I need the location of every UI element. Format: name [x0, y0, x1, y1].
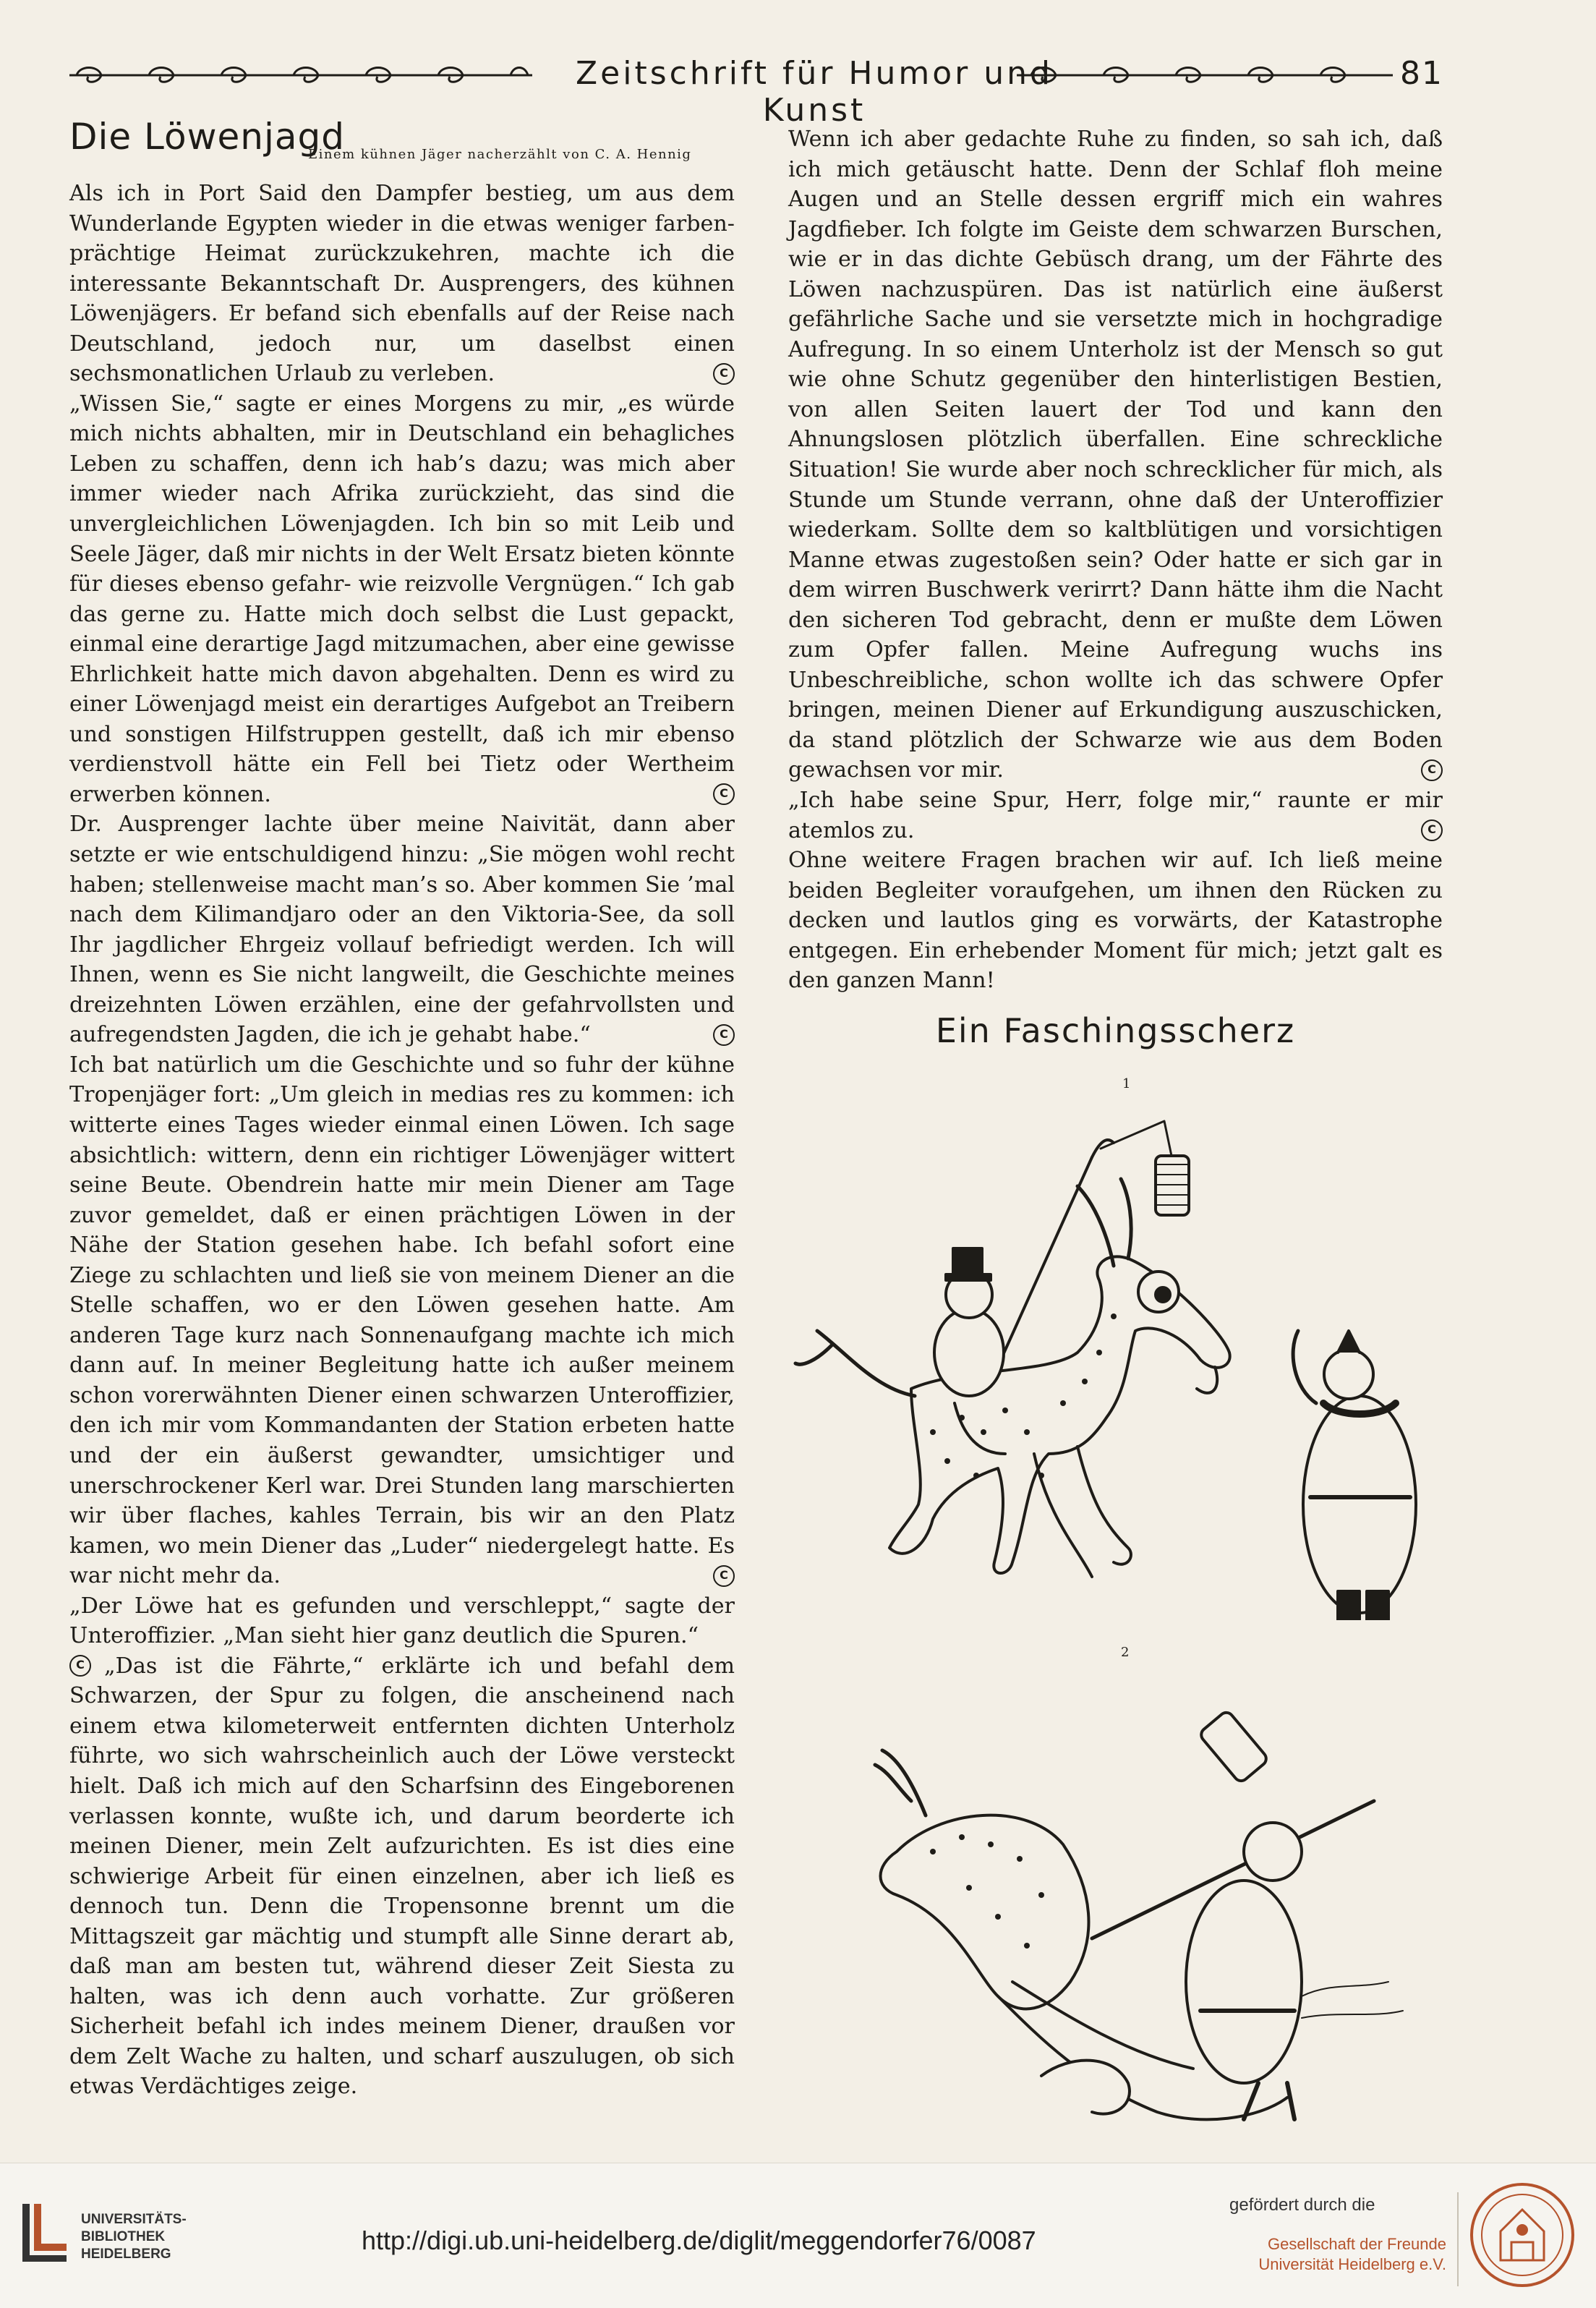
article-column-right — [788, 124, 1443, 996]
cartoon-title: Ein Faschingsscherz — [935, 1011, 1296, 1050]
section-mark-icon: C — [69, 1655, 91, 1677]
library-name-line: BIBLIOTHEK — [81, 2229, 166, 2244]
viewer-footer — [0, 2163, 1596, 2308]
paragraph: Ich bat natürlich um die Geschichte und so fuhr der kühne Tropenjäger fort: „Um gleich in medias res zu kommen: ich witterte eines Tages wieder einmal einen Löwen. Ich sage absichtlich: wittern, denn ein richtiger Löwenjäger wittert seine Beute. Obendrein hatte mir mein Diener am Tage zuvor gemeldet, daß er einen prächtigen Löwen in der Nähe der Station gesehen habe. Ich befahl sofort eine Ziege zu schlachten und ließ sie von meinem Diener an die Stelle schaffen, wo er den Löwen gesehen hatte. Am anderen Tage kurz nach Sonnenaufgang machte ich mich dann auf. In meiner Begleitung hatte ich außer meinem schon vorerwähnten Diener einen schwarzen Unteroffizier, den ich mir vom Kommandanten der Station erbeten hatte und der ein äußerst gewandter, umsichtiger und unerschrockener Kerl war. Drei Stunden lang marschierten wir über flaches, kahles Terrain, bis wir an den Platz kamen, wo mein Diener das „Luder“ niedergelegt hatte. Es war nicht mehr da. — [69, 1052, 735, 1589]
paragraph — [69, 1651, 735, 2102]
section-mark-icon: C — [713, 363, 735, 385]
funder-name — [1229, 2234, 1446, 2275]
cartoon-panel-2 — [853, 1645, 1461, 2141]
paragraph: Dr. Ausprenger lachte über meine Naivität, dann aber setzte er wie entschuldigend hinzu: „Sie mögen wohl recht haben; stellenweise macht man’s so. Aber kommen Sie ’mal nach dem Kilimandjaro oder an den Viktoria-See, da soll Ihr jagdlicher Ehrgeiz vollauf befriedigt werden. Ich will Ihnen, wenn es Sie nicht langweilt, die Geschichte meines dreizehnten Löwen erzählen, eine der gefahrvollsten und aufregendsten Jagden, die ich je gehabt habe.“ — [69, 812, 735, 1048]
section-mark-icon: C — [713, 1024, 735, 1046]
paragraph: Wenn ich aber gedachte Ruhe zu finden, so sah ich, daß ich mich getäuscht hatte. Denn der Schlaf floh meine Augen und an Stelle dessen ergriff mich ein wahres Jagdfieber. Ich folgte im Geiste dem schwarzen Burschen, wie er in das dichte Gebüsch drang, um der Fährte des Löwen nachzuspüren. Das ist natürlich eine äußerst gefährliche Sache und sie versetzte mich in hochgradige Aufregung. In so einem Unterholz ist der Mensch so gut wie ohne Schutz gegenüber den hinterlistigen Bestien, von allen Seiten lauert der Tod und kann den Ahnungslosen plötzlich überfallen. Eine schreckliche Situation! Sie wurde aber noch schrecklicher für mich, als Stunde um Stunde verrann, ohne daß der Unteroffizier wiederkam. Sollte dem so kaltblütigen und vorsichtigen Manne etwas zugestoßen sein? Oder hatte er sich gar in dem wirren Buschwerk verirrt? Dann hätte ihm die Nacht den sicheren Tod gebracht, denn er mußte dem Löwen zum Opfer fallen. Meine Aufregung wuchs ins Unbeschreibliche, schon wollte ich das schwere Opfer bringen, meinen Diener auf Erkundigung auszuschicken, da stand plötzlich der Schwarze wie aus dem Boden gewachsen vor mir. — [788, 127, 1443, 783]
header-title: Zeitschrift für Humor und Kunst — [576, 55, 1053, 129]
cartoon-panel-1 — [788, 1076, 1443, 1620]
panel-number: 1 — [1122, 1076, 1131, 1091]
article-title: Die Löwenjagd — [69, 116, 345, 158]
library-name-line: HEIDELBERG — [81, 2247, 171, 2262]
article-heading — [69, 116, 735, 179]
header-ornament-left-icon — [69, 62, 532, 88]
permalink-url[interactable]: http://digi.ub.uni-heidelberg.de/diglit/meggendorfer76/0087 — [362, 2226, 1036, 2255]
article-column-left — [69, 116, 735, 2102]
running-header — [69, 52, 1443, 129]
footer-divider — [1457, 2192, 1459, 2286]
section-mark-icon: C — [713, 1565, 735, 1587]
hobbyhorse-crash-illustration — [853, 1678, 1461, 2141]
university-library-logo-icon — [20, 2201, 72, 2262]
paragraph: Als ich in Port Said den Dampfer bestieg, um aus dem Wunderlande Egypten wieder in die etwas weniger farben-prächtige Heimat zurückzukehren, machte ich die interessante Bekanntschaft Dr. Ausprengers, des kühnen Löwenjägers. Er befand sich ebenfalls auf der Reise nach Deutschland, jedoch nur, um daselbst einen sechsmonatlichen Urlaub zu verleben. — [69, 181, 735, 387]
paragraph: Ohne weitere Fragen brachen wir auf. Ich ließ meine beiden Begleiter voraufgehen, um ihnen den Rücken zu decken und lautlos ging es vorwärts, der Katastrophe entgegen. Ein erhebender Moment für mich; jetzt galt es den ganzen Mann! — [788, 848, 1443, 994]
paragraph: „Der Löwe hat es gefunden und verschleppt,“ sagte der Unteroffizier. „Man sieht hier ganz deutlich die Spuren.“ — [69, 1593, 735, 1649]
paragraph: „Wissen Sie,“ sagte er eines Morgens zu mir, „es würde mich nichts abhalten, mir in Deutschland ein behagliches Leben zu schaffen, denn ich hab’s dazu; was mich aber immer wieder nach Afrika zurückzieht, das sind die unvergleichlichen Löwenjagden. Ich bin so mit Leib und Seele Jäger, daß mir nichts in der Welt Ersatz bieten könnte für dieses ebenso gefahr- wie reizvolle Vergnügen.“ Ich gab das gerne zu. Hatte mich doch selbst die Lust gepackt, einmal eine derartige Jagd mitzumachen, aber eine gewisse Ehrlichkeit hatte mich davon abgehalten. Denn es wird zu einer Löwenjagd meist ein derartiges Aufgebot an Treibern und sonstigen Hilfstruppen gestellt, daß ich mir ebenso verdienstvoll hätte ein Fell bei Tietz oder Wertheim erwerben können. — [69, 391, 735, 807]
university-seal-icon — [1468, 2181, 1576, 2289]
funded-label: gefördert durch die — [1229, 2195, 1375, 2215]
hobbyhorse-rider-illustration — [788, 1114, 1443, 1620]
paragraph: „Ich habe seine Spur, Herr, folge mir,“ raunte er mir atemlos zu. — [788, 788, 1443, 843]
library-name-line: UNIVERSITÄTS- — [81, 2212, 187, 2227]
section-mark-icon: C — [713, 783, 735, 805]
article-byline: Einem kühnen Jäger nacherzählt von C. A. Hennig — [308, 147, 692, 162]
funder-name-line: Universität Heidelberg e.V. — [1258, 2255, 1446, 2273]
header-ornament-right-icon — [1017, 62, 1393, 88]
section-mark-icon: C — [1421, 819, 1443, 841]
library-name — [81, 2211, 187, 2263]
paragraph-text: „Das ist die Fährte,“ erklärte ich und befahl dem Schwarzen, der Spur zu folgen, die anscheinend nach einem etwa kilometerweit entfernten dichten Unterholz führte, wo sich wahrscheinlich auch der Löwe versteckt hielt. Daß ich mich auf den Scharfsinn des Eingeborenen verlassen konnte, wußte ich, und darum beorderte ich meinen Diener, mein Zelt aufzurichten. Es ist dies eine schwierige Arbeit für einen einzelnen, aber ich ließ es dennoch tun. Denn die Tropensonne brennt um die Mittagszeit gar mächtig und stumpft alle Sinne derart ab, daß man am besten tut, während dieser Zeit Siesta zu halten, was ich denn auch vorhatte. Zur größeren Sicherheit befahl ich indes meinem Diener, draußen vor dem Zelt Wache zu halten, und scharf auszulugen, ob sich etwas Verdächtiges zeige. — [69, 1653, 735, 2100]
panel-number: 2 — [1121, 1645, 1130, 1660]
section-mark-icon: C — [1421, 759, 1443, 781]
page-number: 81 — [1400, 55, 1443, 92]
funder-name-line: Gesellschaft der Freunde — [1267, 2235, 1446, 2253]
